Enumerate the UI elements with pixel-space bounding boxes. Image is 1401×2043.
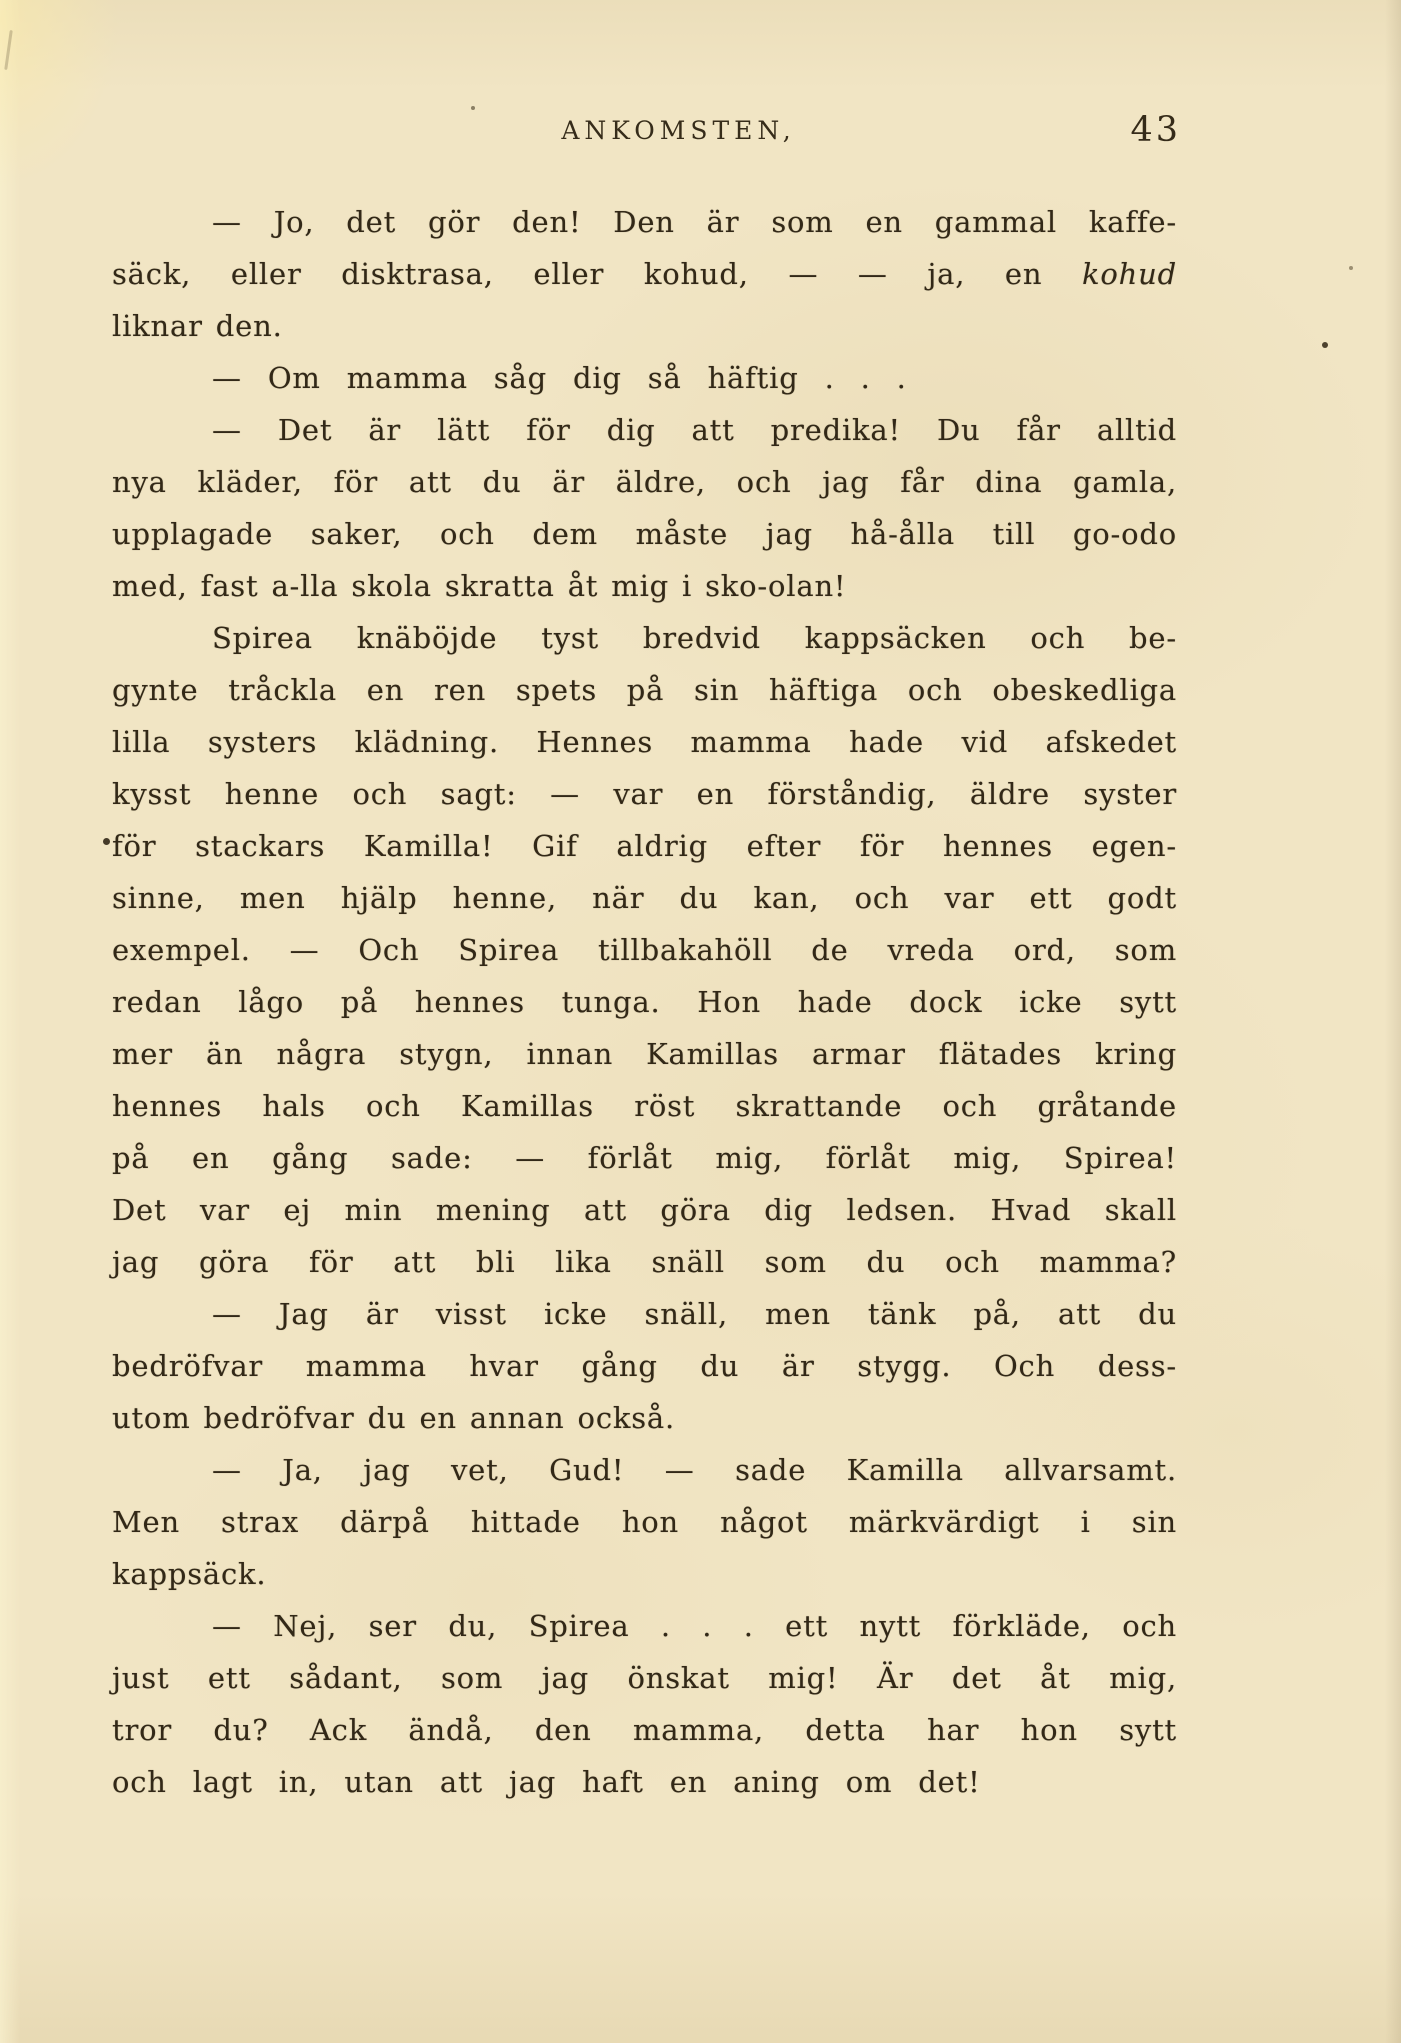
text-run: utom bedröfvar du en annan också. [112, 1401, 676, 1435]
text-run: — Om mamma såg dig så häftig . . . [212, 361, 907, 395]
text-line [112, 1600, 1177, 1652]
text-line [112, 976, 1177, 1028]
text-line [112, 1652, 1177, 1704]
ink-speck [471, 106, 475, 110]
ink-speck [1349, 266, 1353, 270]
text-line [112, 820, 1177, 872]
text-line [112, 1548, 1177, 1600]
text-line [112, 1236, 1177, 1288]
text-line [112, 768, 1177, 820]
text-run: bedröfvar mamma hvar gång du är stygg. Och dess- [112, 1349, 1177, 1383]
text-line [112, 1444, 1177, 1496]
text-run: för stackars Kamilla! Gif aldrig efter för hennes egen- [112, 829, 1177, 863]
text-run: kysst henne och sagt: — var en förståndig, äldre syster [112, 777, 1177, 811]
text-line [112, 1028, 1177, 1080]
text-line [112, 1756, 1177, 1808]
text-line [112, 404, 1177, 456]
text-run: på en gång sade: — förlåt mig, förlåt mig, Spirea! [112, 1141, 1177, 1175]
text-run: Spirea knäböjde tyst bredvid kappsäcken och be- [212, 621, 1177, 655]
text-run: lilla systers klädning. Hennes mamma hade vid afskedet [112, 725, 1177, 759]
text-line [112, 560, 1177, 612]
text-run: redan lågo på hennes tunga. Hon hade dock icke sytt [112, 985, 1177, 1019]
text-run: — Ja, jag vet, Gud! — sade Kamilla allvarsamt. [212, 1453, 1177, 1487]
text-run: just ett sådant, som jag önskat mig! Är det åt mig, [112, 1661, 1177, 1695]
text-run: — Nej, ser du, Spirea . . . ett nytt förkläde, och [212, 1609, 1177, 1643]
text-run: och lagt in, utan att jag haft en aning om det! [112, 1765, 981, 1799]
running-title: ANKOMSTEN, [561, 116, 796, 145]
text-line [112, 1132, 1177, 1184]
text-run: säck, eller disktrasa, eller kohud, — — ja, en [112, 257, 1083, 291]
text-block [112, 196, 1177, 1808]
text-run: Men strax därpå hittade hon något märkvärdigt i sin [112, 1505, 1177, 1539]
text-run: exempel. — Och Spirea tillbakahöll de vreda ord, som [112, 933, 1177, 967]
italic-text: kohud [1082, 257, 1177, 291]
text-run: liknar den. [112, 309, 283, 343]
paper-edge-mark [4, 30, 13, 70]
text-run: — Jag är visst icke snäll, men tänk på, att du [212, 1297, 1177, 1331]
text-line [112, 612, 1177, 664]
text-run: sinne, men hjälp henne, när du kan, och var ett godt [112, 881, 1177, 915]
text-line [112, 352, 1177, 404]
text-line [112, 1704, 1177, 1756]
ink-speck [103, 838, 110, 845]
text-line [112, 716, 1177, 768]
text-run: — Jo, det gör den! Den är som en gammal kaffe- [212, 205, 1177, 239]
text-line [112, 1392, 1177, 1444]
text-line [112, 872, 1177, 924]
text-run: tror du? Ack ändå, den mamma, detta har hon sytt [112, 1713, 1177, 1747]
text-run: Det var ej min mening att göra dig ledsen. Hvad skall [112, 1193, 1177, 1227]
text-line [112, 1340, 1177, 1392]
text-line [112, 1288, 1177, 1340]
text-line [112, 924, 1177, 976]
text-run: kappsäck. [112, 1557, 267, 1591]
text-run: — Det är lätt för dig att predika! Du får alltid [212, 413, 1177, 447]
text-line [112, 1184, 1177, 1236]
page-header [112, 110, 1181, 172]
text-run: med, fast a-lla skola skratta åt mig i sko-olan! [112, 569, 847, 603]
text-line [112, 1496, 1177, 1548]
text-line [112, 248, 1177, 300]
text-run: hennes hals och Kamillas röst skrattande och gråtande [112, 1089, 1177, 1123]
text-run: gynte tråckla en ren spets på sin häftiga och obeskedliga [112, 673, 1177, 707]
ink-speck [1322, 342, 1328, 348]
text-line [112, 1080, 1177, 1132]
text-line [112, 300, 1177, 352]
text-line [112, 196, 1177, 248]
text-line [112, 508, 1177, 560]
text-line [112, 456, 1177, 508]
text-run: upplagade saker, och dem måste jag hå-ålla till go-odo [112, 517, 1177, 551]
page-number: 43 [1130, 110, 1181, 150]
text-line [112, 664, 1177, 716]
text-run: nya kläder, för att du är äldre, och jag får dina gamla, [112, 465, 1177, 499]
text-run: mer än några stygn, innan Kamillas armar flätades kring [112, 1037, 1177, 1071]
text-run: jag göra för att bli lika snäll som du och mamma? [112, 1245, 1177, 1279]
